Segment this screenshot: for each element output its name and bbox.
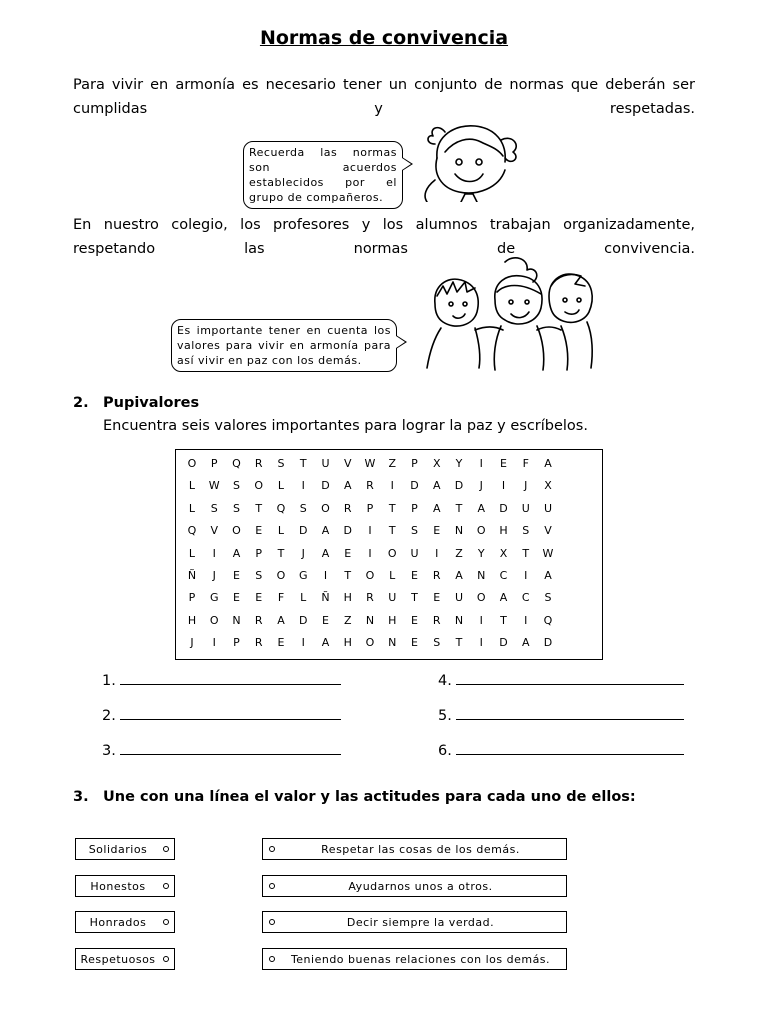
connector-dot[interactable] [163, 919, 169, 925]
answer-blank[interactable] [456, 741, 684, 755]
grid-cell: A [321, 636, 330, 650]
speech-bubble-1: Recuerda las normas son acuerdos establecidos por el grupo de compañeros. [243, 141, 403, 209]
grid-cell: E [411, 613, 418, 627]
grid-cell: Ñ [187, 569, 197, 582]
answer-number: 5. [438, 708, 452, 724]
grid-cell: P [255, 546, 263, 560]
grid-cell: T [277, 546, 285, 560]
grid-cell: L [389, 569, 396, 582]
grid-cell: L [188, 501, 196, 515]
grid-cell: R [254, 457, 263, 470]
grid-cell: O [276, 569, 286, 582]
grid-cell: A [544, 569, 552, 582]
grid-cell: S [522, 524, 530, 538]
grid-cell: O [365, 636, 375, 650]
grid-cell: I [368, 546, 372, 560]
grid-cell: X [432, 457, 441, 470]
grid-cell: I [301, 479, 305, 493]
grid-row [176, 587, 602, 609]
grid-cell: O [232, 524, 241, 538]
grid-cell: T [344, 569, 352, 582]
grid-cell: A [432, 479, 441, 493]
grid-cell: E [411, 636, 418, 650]
grid-cell: A [321, 546, 330, 560]
grid-cell: F [277, 591, 285, 605]
grid-cell: X [544, 479, 552, 493]
grid-cell: O [187, 457, 197, 470]
grid-cell: I [479, 457, 483, 470]
connector-dot[interactable] [163, 883, 169, 889]
grid-cell: S [411, 524, 418, 538]
grid-cell: N [232, 613, 241, 627]
grid-cell: J [479, 479, 483, 493]
section-2-title: Pupivalores [103, 395, 200, 411]
intro-paragraph-2: En nuestro colegio, los profesores y los alumnos trabajan organizadamente, respetando las normas de convivencia. [73, 217, 695, 257]
grid-cell: T [388, 501, 396, 515]
answer-blank[interactable] [120, 741, 341, 755]
grid-cell: P [411, 501, 418, 515]
grid-cell: S [299, 501, 307, 515]
grid-cell: L [277, 524, 285, 538]
grid-cell: U [521, 501, 530, 515]
grid-cell: S [233, 479, 240, 493]
grid-cell: E [255, 524, 263, 538]
answer-line-4[interactable] [438, 671, 684, 689]
grid-cell: T [522, 546, 530, 560]
grid-cell: R [366, 591, 374, 605]
grid-cell: O [387, 546, 397, 560]
grid-cell: A [521, 636, 530, 650]
grid-cell: A [343, 479, 352, 493]
grid-cell: W [542, 546, 554, 560]
grid-cell: A [477, 501, 486, 515]
section-2-number: 2. [73, 395, 89, 411]
grid-cell: G [298, 569, 308, 582]
grid-cell: L [300, 591, 307, 605]
grid-cell: U [321, 457, 330, 470]
grid-row [176, 475, 602, 497]
answer-line-5[interactable] [438, 706, 684, 724]
answer-blank[interactable] [456, 671, 684, 685]
grid-cell: L [277, 479, 285, 493]
grid-cell: P [411, 457, 418, 470]
grid-cell: Y [477, 546, 485, 560]
grid-cell: A [544, 457, 552, 470]
intro-paragraph-1: Para vivir en armonía es necesario tener un conjunto de normas que deberán ser cumplidas y respetadas. [73, 77, 695, 117]
attitude-box [262, 911, 567, 933]
grid-cell: D [343, 524, 352, 538]
answer-number: 6. [438, 743, 452, 759]
answer-number: 4. [438, 673, 452, 689]
grid-cell: D [543, 636, 553, 650]
attitude-label: Respetar las cosas de los demás. [321, 842, 520, 856]
grid-cell: V [343, 457, 352, 470]
grid-cell: H [499, 524, 508, 538]
grid-cell: G [209, 591, 219, 605]
grid-cell: U [454, 591, 464, 605]
children-cartoon-icon [425, 256, 595, 371]
grid-cell: Y [455, 457, 463, 470]
grid-cell: T [455, 501, 463, 515]
section-3-number: 3. [73, 789, 89, 805]
grid-cell: I [301, 636, 305, 650]
answer-line-6[interactable] [438, 741, 684, 759]
grid-cell: D [499, 636, 508, 650]
grid-cell: S [433, 636, 441, 650]
grid-cell: Q [276, 501, 286, 515]
grid-cell: H [187, 613, 197, 627]
grid-cell: E [411, 569, 418, 582]
grid-cell: R [343, 501, 352, 515]
grid-cell: E [233, 591, 240, 605]
grid-cell: O [254, 479, 264, 493]
grid-cell: I [368, 524, 372, 538]
grid-cell: E [344, 546, 352, 560]
grid-cell: C [499, 569, 508, 582]
answer-number: 1. [102, 673, 116, 689]
grid-cell: E [255, 591, 263, 605]
grid-cell: N [388, 636, 397, 650]
grid-cell: I [524, 569, 528, 582]
grid-cell: I [435, 546, 439, 560]
grid-cell: A [321, 524, 330, 538]
grid-cell: Z [343, 613, 352, 627]
grid-cell: N [365, 613, 375, 627]
grid-cell: U [410, 546, 419, 560]
grid-cell: Q [543, 613, 553, 627]
grid-cell: T [455, 636, 463, 650]
value-label: Solidarios [88, 842, 148, 856]
grid-cell: L [188, 546, 196, 560]
attitude-box [262, 838, 567, 860]
grid-cell: I [390, 479, 394, 493]
grid-cell: E [322, 613, 329, 627]
grid-cell: T [299, 457, 307, 470]
grid-row [176, 610, 602, 632]
grid-cell: I [479, 636, 483, 650]
grid-cell: J [301, 546, 305, 560]
grid-cell: E [433, 524, 441, 538]
section-2-instruction: Encuentra seis valores importantes para lograr la paz y escríbelos. [103, 418, 588, 434]
connector-dot[interactable] [163, 846, 169, 852]
grid-cell: I [212, 636, 216, 650]
grid-cell: Q [232, 457, 241, 470]
grid-cell: X [499, 546, 508, 560]
grid-cell: N [454, 524, 464, 538]
grid-cell: D [410, 479, 419, 493]
grid-cell: T [255, 501, 263, 515]
grid-cell: S [233, 501, 240, 515]
connector-dot[interactable] [269, 846, 275, 852]
grid-cell: H [343, 636, 352, 650]
connector-dot[interactable] [163, 956, 169, 962]
grid-cell: T [411, 591, 418, 605]
attitude-box [262, 948, 567, 970]
grid-cell: E [277, 636, 285, 650]
answer-blank[interactable] [120, 706, 341, 720]
grid-cell: P [210, 457, 218, 470]
value-label: Honestos [90, 879, 146, 893]
attitude-label: Ayudarnos unos a otros. [348, 879, 493, 893]
connector-dot[interactable] [269, 883, 275, 889]
grid-cell: U [543, 501, 553, 515]
value-box [75, 875, 175, 897]
value-box [75, 911, 175, 933]
grid-cell: A [277, 613, 285, 627]
value-box [75, 948, 175, 970]
grid-cell: W [364, 457, 376, 470]
attitude-box [262, 875, 567, 897]
grid-cell: J [212, 569, 216, 582]
grid-cell: D [499, 501, 508, 515]
grid-row [176, 520, 602, 542]
grid-cell: S [210, 501, 218, 515]
value-box [75, 838, 175, 860]
answer-number: 3. [102, 743, 116, 759]
grid-cell: O [365, 569, 375, 582]
grid-cell: H [388, 613, 397, 627]
grid-cell: I [212, 546, 216, 560]
answer-line-1[interactable] [102, 671, 341, 689]
word-search-grid [175, 449, 603, 660]
grid-cell: R [254, 636, 263, 650]
grid-cell: F [522, 457, 529, 470]
grid-cell: A [232, 546, 241, 560]
attitude-label: Teniendo buenas relaciones con los demás. [290, 952, 551, 966]
grid-cell: S [277, 457, 285, 470]
value-label: Respetuosos [80, 952, 156, 966]
grid-cell: Z [455, 546, 463, 560]
grid-cell: P [233, 636, 240, 650]
grid-row [176, 543, 602, 565]
grid-cell: U [388, 591, 397, 605]
grid-cell: W [208, 479, 220, 493]
grid-cell: A [499, 591, 508, 605]
grid-cell: D [454, 479, 464, 493]
answer-blank[interactable] [456, 706, 684, 720]
speech-bubble-2: Es importante tener en cuenta los valores para vivir en armonía para así vivir en paz con los demás. [171, 319, 397, 372]
grid-cell: V [210, 524, 219, 538]
grid-row [176, 498, 602, 520]
grid-cell: I [524, 613, 528, 627]
grid-cell: L [188, 479, 196, 493]
connector-dot[interactable] [269, 956, 275, 962]
girl-cartoon-icon [415, 118, 525, 202]
grid-row [176, 565, 602, 587]
grid-cell: C [521, 591, 530, 605]
grid-cell: E [433, 591, 441, 605]
grid-cell: T [500, 613, 507, 627]
grid-cell: E [500, 457, 507, 470]
grid-cell: S [255, 569, 263, 582]
grid-cell: J [524, 479, 528, 493]
grid-cell: A [455, 569, 463, 582]
grid-cell: P [188, 591, 196, 605]
grid-cell: Q [187, 524, 197, 538]
grid-cell: T [388, 524, 396, 538]
grid-cell: I [479, 613, 483, 627]
answer-line-3[interactable] [102, 741, 341, 759]
grid-cell: R [432, 613, 441, 627]
grid-cell: I [501, 479, 506, 493]
grid-cell: O [321, 501, 330, 515]
page-title: Normas de convivencia [259, 27, 509, 49]
answer-blank[interactable] [120, 671, 341, 685]
grid-cell: S [544, 591, 552, 605]
attitude-label: Decir siempre la verdad. [346, 915, 495, 929]
grid-cell: P [366, 501, 374, 515]
value-label: Honrados [89, 915, 147, 929]
grid-cell: R [366, 479, 374, 493]
grid-cell: E [233, 569, 240, 582]
grid-cell: I [323, 569, 328, 582]
grid-cell: D [321, 479, 330, 493]
grid-cell: Z [388, 457, 397, 470]
grid-cell: D [299, 524, 308, 538]
answer-line-2[interactable] [102, 706, 341, 724]
grid-cell: R [254, 613, 263, 627]
grid-cell: A [432, 501, 441, 515]
grid-cell: V [544, 524, 552, 538]
grid-row [176, 632, 602, 654]
grid-cell: Ñ [321, 591, 330, 605]
grid-cell: N [454, 613, 464, 627]
grid-cell: D [299, 613, 308, 627]
grid-row [176, 453, 602, 475]
grid-cell: R [432, 569, 441, 582]
grid-cell: N [477, 569, 486, 582]
grid-cell: O [476, 591, 486, 605]
grid-cell: H [343, 591, 352, 605]
grid-cell: J [190, 636, 194, 650]
answer-number: 2. [102, 708, 116, 724]
grid-cell: O [476, 524, 486, 538]
grid-cell: O [209, 613, 219, 627]
connector-dot[interactable] [269, 919, 275, 925]
section-3-title: Une con una línea el valor y las actitudes para cada uno de ellos: [103, 789, 636, 805]
